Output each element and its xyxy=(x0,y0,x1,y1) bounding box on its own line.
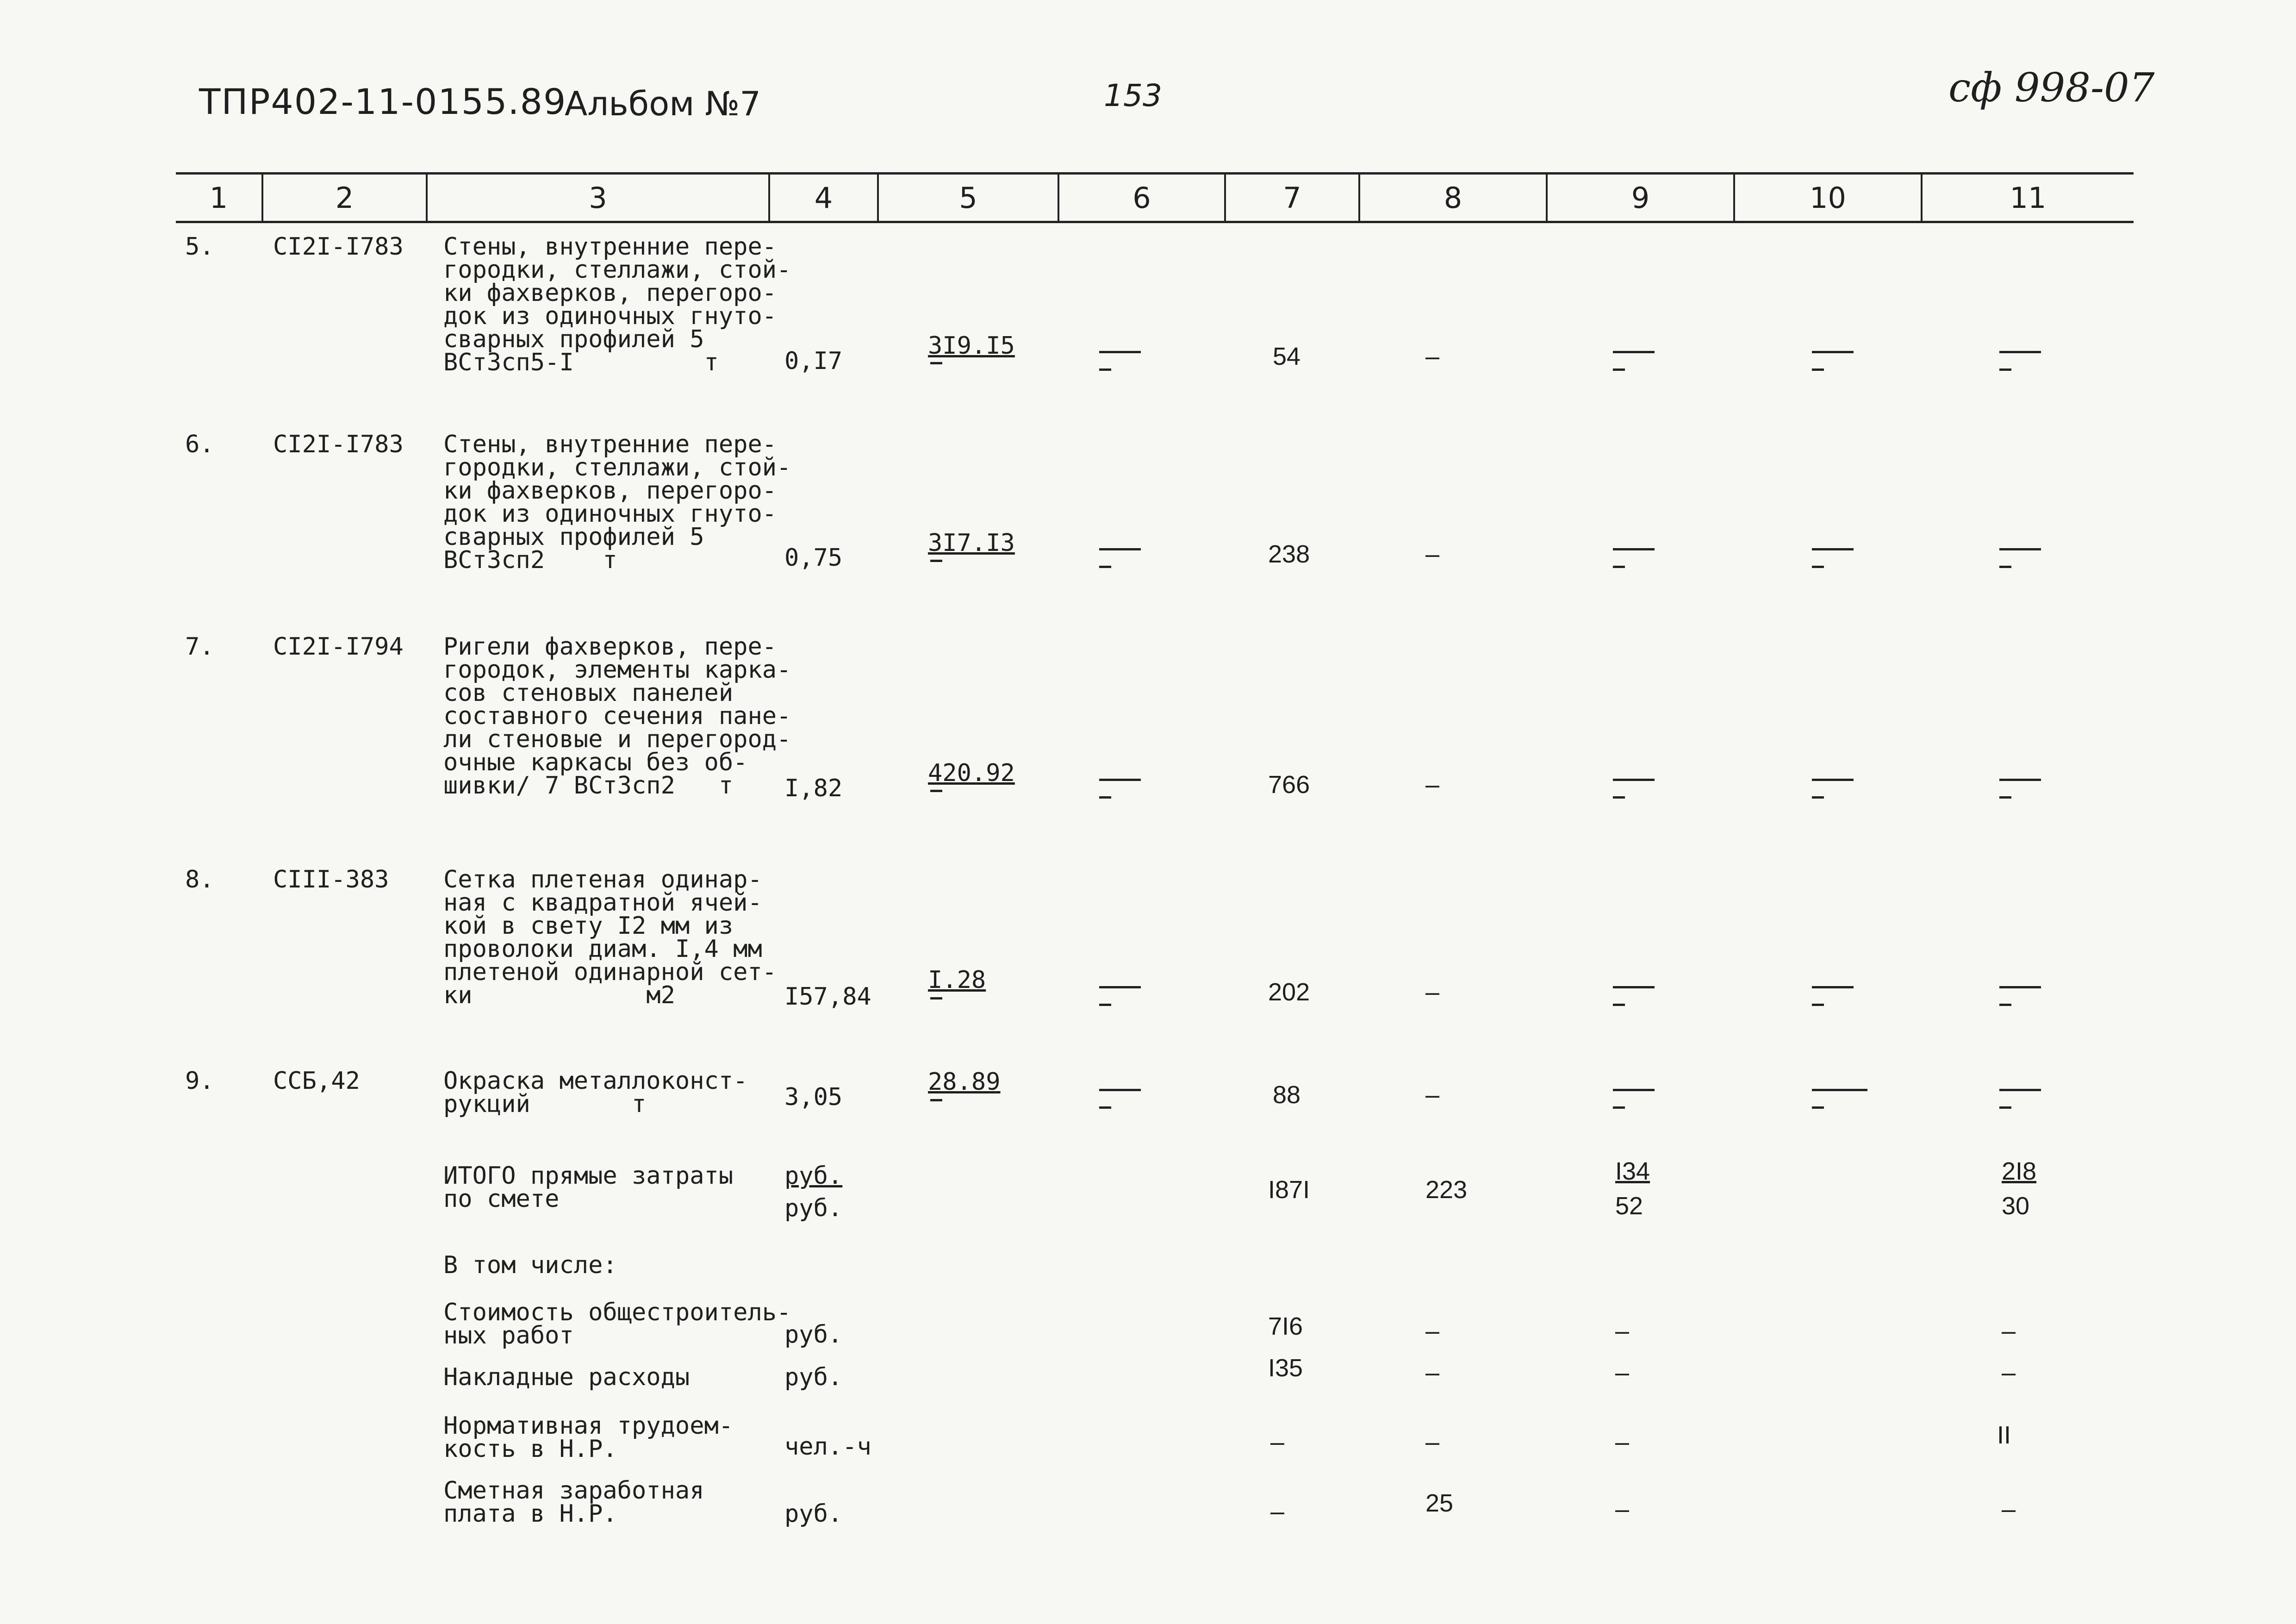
total-label: ИТОГО прямые затраты по смете xyxy=(443,1162,734,1213)
ditto-mark xyxy=(1812,983,1858,1011)
column-header-7: 7 xyxy=(1224,175,1358,221)
row-unit-price: 28.89 xyxy=(928,1068,1001,1096)
sub-row-col7: – xyxy=(1270,1498,1285,1525)
column-header-1: 1 xyxy=(209,181,228,215)
total-col11-bottom: 30 xyxy=(2002,1192,2030,1220)
price-dash-mark xyxy=(930,360,977,388)
column-header-9: 9 xyxy=(1546,175,1733,221)
column-header-6: 6 xyxy=(1058,175,1224,221)
ditto-mark xyxy=(1613,545,1659,573)
ditto-mark xyxy=(1812,348,1858,376)
column-header-row xyxy=(176,172,2134,223)
sub-row-unit: чел.-ч xyxy=(784,1433,871,1461)
row-col7: 238 xyxy=(1268,540,1310,568)
row-quantity: 3,05 xyxy=(784,1083,843,1111)
ditto-mark xyxy=(1812,1086,1858,1114)
row-col7: 766 xyxy=(1268,771,1310,799)
column-header-3: 3 xyxy=(426,175,768,221)
price-dash-mark xyxy=(930,995,977,1023)
sub-row-col7: 7I6 xyxy=(1268,1312,1303,1340)
ditto-mark xyxy=(1812,776,1858,804)
row-col7: 54 xyxy=(1273,343,1301,370)
ditto-mark xyxy=(1613,776,1659,804)
sub-row-col11: – xyxy=(2002,1317,2016,1345)
row-description: Сетка плетеная одинар- ная с квадратной ячей- кой в свету I2 мм из проволоки диам. I,4 мм плетеной одинарной сет- ки м2 xyxy=(443,866,777,1009)
document-code: ТПР402-11-0155.89 xyxy=(199,81,567,122)
ditto-mark xyxy=(1613,348,1659,376)
row-col8: – xyxy=(1425,540,1440,568)
column-header-2: 2 xyxy=(261,175,426,221)
ditto-mark xyxy=(1999,983,2046,1011)
row-col8: – xyxy=(1425,978,1440,1006)
row-unit-price: 3I9.I5 xyxy=(928,332,1015,360)
sub-row-col11: – xyxy=(2002,1495,2016,1523)
sub-row-col8: – xyxy=(1425,1428,1440,1456)
row-unit-price: 420.92 xyxy=(928,759,1015,787)
sub-row-label: Нормативная трудоем- кость в Н.Р. xyxy=(443,1412,734,1463)
including-label: В том числе: xyxy=(443,1251,617,1279)
column-header-8: 8 xyxy=(1358,175,1546,221)
ditto-mark xyxy=(1999,545,2046,573)
album-number: Альбом №7 xyxy=(565,84,761,123)
row-col8: – xyxy=(1425,1081,1440,1109)
page-number: 153 xyxy=(1104,78,1162,113)
sub-row-col11: II xyxy=(1997,1421,2011,1449)
row-number: 8. xyxy=(185,866,214,893)
row-code: СI2I-I783 xyxy=(273,431,404,458)
total-col9-bottom: 52 xyxy=(1615,1192,1643,1220)
ditto-mark xyxy=(1999,348,2046,376)
sub-row-label: Накладные расходы xyxy=(443,1363,690,1391)
ditto-mark xyxy=(1099,348,1145,376)
ditto-mark xyxy=(1099,1086,1145,1114)
ditto-mark xyxy=(1999,1086,2046,1114)
row-col7: 88 xyxy=(1273,1081,1301,1109)
column-header-4: 4 xyxy=(768,175,877,221)
handwritten-reference: сф 998-07 xyxy=(1948,65,2155,111)
sub-row-label: Стоимость общестроитель- ных работ xyxy=(443,1299,791,1349)
row-number: 7. xyxy=(185,633,214,661)
total-col11-top: 2I8 xyxy=(2002,1157,2037,1185)
price-dash-mark xyxy=(930,558,977,586)
sub-row-col9: – xyxy=(1615,1359,1630,1387)
total-unit-1: руб. xyxy=(784,1162,843,1190)
sub-row-col11: – xyxy=(2002,1359,2016,1387)
row-number: 6. xyxy=(185,431,214,458)
row-code: СI2I-I794 xyxy=(273,633,404,661)
sub-row-col7: – xyxy=(1270,1428,1285,1456)
column-header-5: 5 xyxy=(877,175,1058,221)
ditto-mark xyxy=(1099,545,1145,573)
price-dash-mark xyxy=(930,788,977,816)
sub-row-unit: руб. xyxy=(784,1363,843,1391)
ditto-mark xyxy=(1999,776,2046,804)
ditto-mark xyxy=(1613,983,1659,1011)
column-header-11: 11 xyxy=(1921,175,2134,221)
sub-row-col8: – xyxy=(1425,1317,1440,1345)
price-dash-mark xyxy=(930,1097,977,1125)
row-description: Ригели фахверков, пере- городок, элементы карка- сов стеновых панелей составного сечения пане- ли стеновые и перегород- очные каркасы без об- шивки/ 7 ВСт3сп2 т xyxy=(443,633,791,800)
ditto-mark xyxy=(1099,776,1145,804)
row-description: Окраска металлоконст- рукций т xyxy=(443,1067,748,1118)
sub-row-col8: – xyxy=(1425,1359,1440,1387)
row-unit-price: I.28 xyxy=(928,966,986,994)
sub-row-col9: – xyxy=(1615,1495,1630,1523)
sub-row-unit: руб. xyxy=(784,1321,843,1349)
sub-row-col9: – xyxy=(1615,1428,1630,1456)
row-description: Стены, внутренние пере- городки, стеллажи, стой- ки фахверков, перегоро- док из одиночных гнуто- сварных профилей 5 ВСт3сп2 т xyxy=(443,431,791,574)
row-number: 9. xyxy=(185,1067,214,1095)
total-col9-top: I34 xyxy=(1615,1157,1650,1185)
row-unit-price: 3I7.I3 xyxy=(928,529,1015,557)
sub-row-unit: руб. xyxy=(784,1500,843,1528)
row-quantity: I57,84 xyxy=(784,983,871,1011)
row-description: Стены, внутренние пере- городки, стеллажи, стой- ки фахверков, перегоро- док из одиночных гнуто- сварных профилей 5 ВСт3сп5-I т xyxy=(443,233,791,376)
row-quantity: 0,I7 xyxy=(784,347,843,375)
total-col8: 223 xyxy=(1425,1176,1468,1204)
row-quantity: I,82 xyxy=(784,775,843,802)
sub-row-label: Сметная заработная плата в Н.Р. xyxy=(443,1477,704,1528)
row-col8: – xyxy=(1425,343,1440,370)
row-col8: – xyxy=(1425,771,1440,799)
total-col7: I87I xyxy=(1268,1176,1310,1204)
sub-row-col8: 25 xyxy=(1425,1489,1454,1517)
ditto-mark xyxy=(1099,983,1145,1011)
sub-row-col7: I35 xyxy=(1268,1354,1303,1382)
ditto-mark xyxy=(1812,545,1858,573)
row-code: ССБ,42 xyxy=(273,1067,360,1095)
row-number: 5. xyxy=(185,233,214,261)
row-code: СI2I-I783 xyxy=(273,233,404,261)
sub-row-col9: – xyxy=(1615,1317,1630,1345)
ditto-mark xyxy=(1613,1086,1659,1114)
row-col7: 202 xyxy=(1268,978,1310,1006)
column-header-10: 10 xyxy=(1733,175,1921,221)
row-quantity: 0,75 xyxy=(784,544,843,572)
total-unit-2: руб. xyxy=(784,1194,843,1222)
row-code: СIII-383 xyxy=(273,866,389,893)
